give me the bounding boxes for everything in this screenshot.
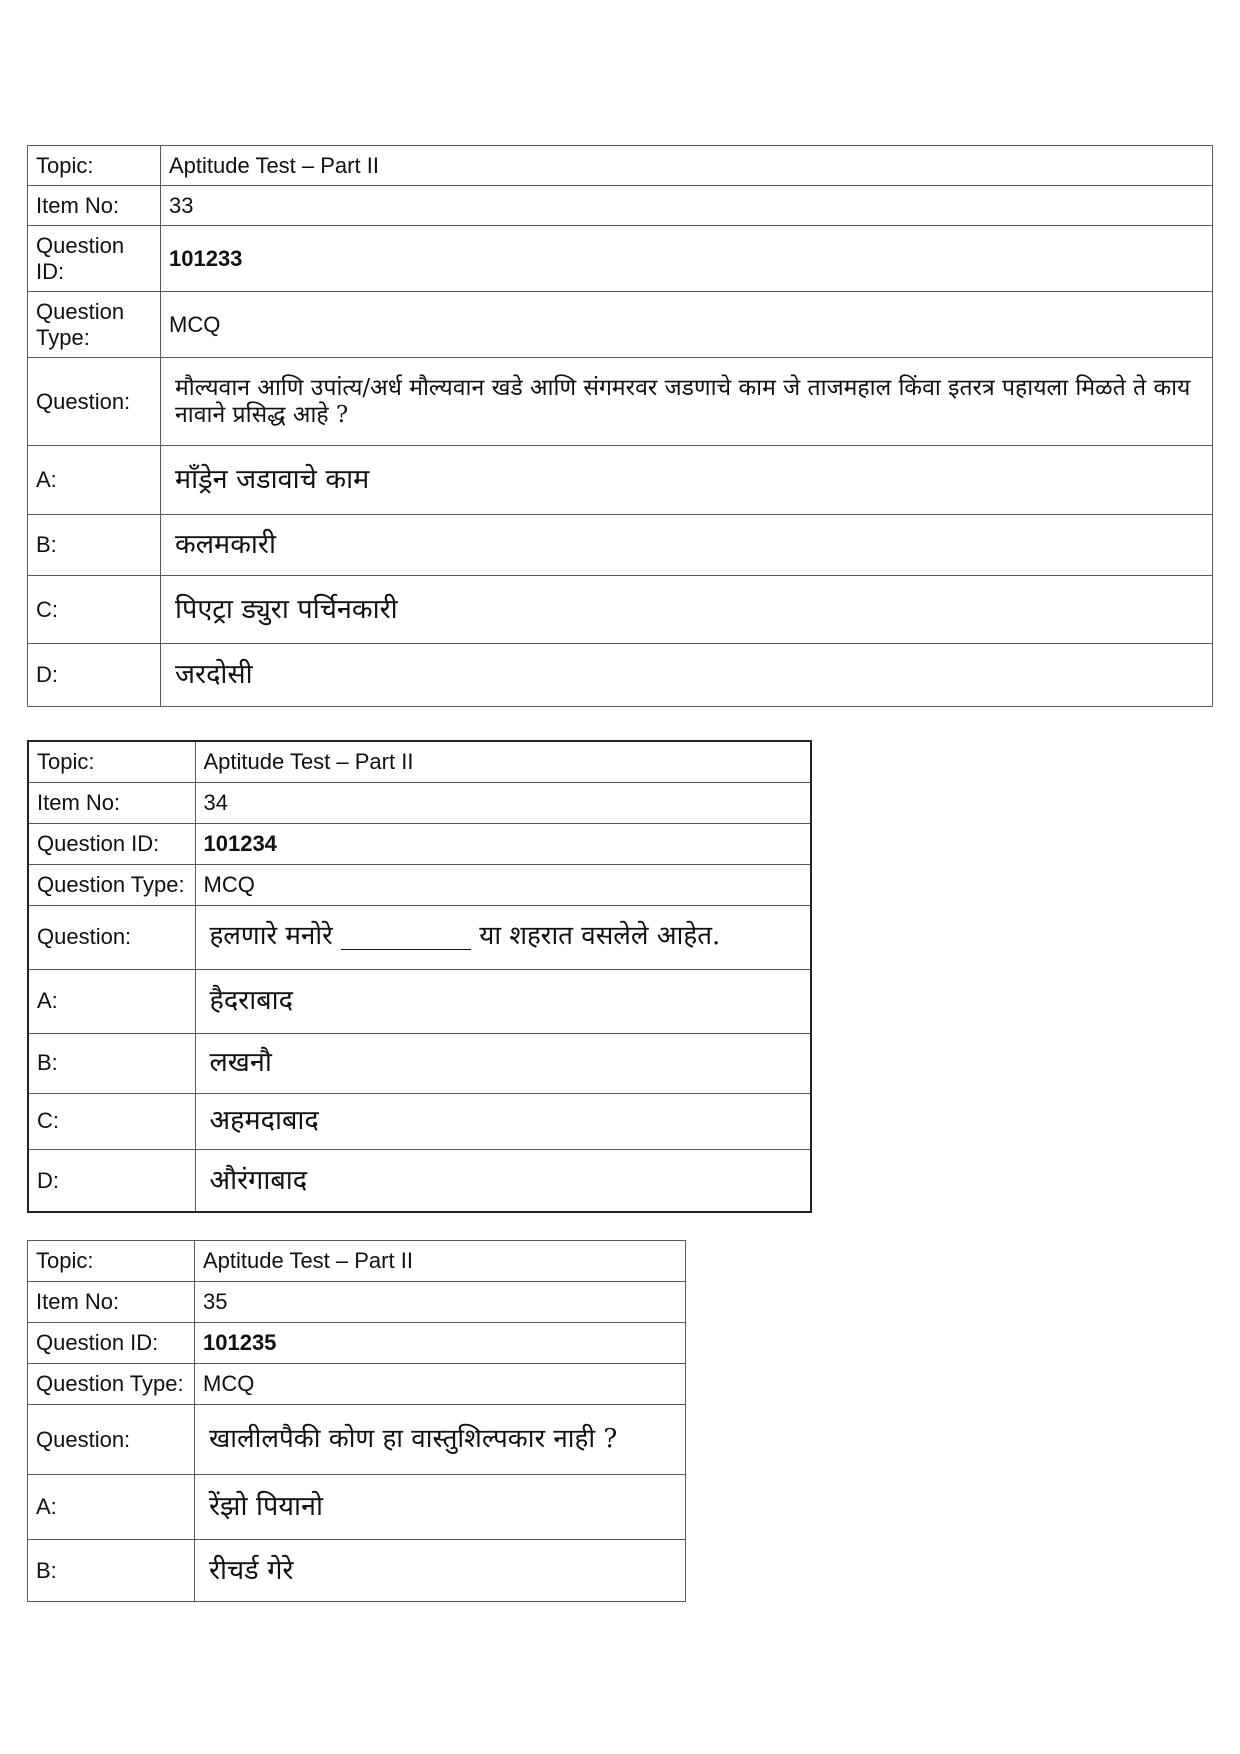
question-id-value: 101235 — [195, 1323, 686, 1364]
question-type-value: MCQ — [195, 864, 811, 905]
row-question — [28, 358, 1213, 446]
row-item-no — [28, 186, 1213, 226]
question-id-label: Question ID: — [28, 1323, 195, 1364]
option-row-b — [28, 1033, 811, 1093]
topic-value: Aptitude Test – Part II — [161, 146, 1213, 186]
row-question-type — [28, 864, 811, 905]
item-no-value: 33 — [161, 186, 1213, 226]
option-row-a — [28, 1475, 686, 1540]
question-type-label: Question Type: — [28, 864, 195, 905]
item-no-value: 35 — [195, 1282, 686, 1323]
question-label: Question: — [28, 905, 195, 969]
option-a-label: A: — [28, 1475, 195, 1540]
row-question-id — [28, 823, 811, 864]
option-row-b — [28, 515, 1213, 576]
option-a-label: A: — [28, 969, 195, 1033]
option-d-text: औरंगाबाद — [195, 1149, 811, 1212]
question-text: हलणारे मनोरे __________ या शहरात वसलेले आहेत. — [195, 905, 811, 969]
question-id-value: 101234 — [195, 823, 811, 864]
option-b-text: लखनौ — [195, 1033, 811, 1093]
question-type-label: Question Type: — [28, 1364, 195, 1405]
question-type-label: Question Type: — [28, 292, 161, 358]
question-id-label: Question ID: — [28, 226, 161, 292]
option-b-text: कलमकारी — [161, 515, 1213, 576]
option-c-label: C: — [28, 576, 161, 644]
option-a-text: हैदराबाद — [195, 969, 811, 1033]
option-row-c — [28, 1093, 811, 1149]
option-row-a — [28, 446, 1213, 515]
question-table-35 — [27, 1240, 686, 1602]
option-a-label: A: — [28, 446, 161, 515]
row-question-id — [28, 226, 1213, 292]
option-d-label: D: — [28, 1149, 195, 1212]
question-label: Question: — [28, 1405, 195, 1475]
option-b-text: रीचर्ड गेरे — [195, 1540, 686, 1602]
option-row-d — [28, 1149, 811, 1212]
row-question-type — [28, 292, 1213, 358]
option-row-b — [28, 1540, 686, 1602]
question-id-label: Question ID: — [28, 823, 195, 864]
row-question — [28, 905, 811, 969]
item-no-label: Item No: — [28, 1282, 195, 1323]
question-table-33 — [27, 145, 1213, 707]
option-c-text: पिएट्रा ड्युरा पर्चिनकारी — [161, 576, 1213, 644]
topic-label: Topic: — [28, 741, 195, 782]
row-question-id — [28, 1323, 686, 1364]
option-row-a — [28, 969, 811, 1033]
item-no-value: 34 — [195, 782, 811, 823]
row-topic — [28, 741, 811, 782]
option-d-text: जरदोसी — [161, 644, 1213, 707]
row-topic — [28, 146, 1213, 186]
option-b-label: B: — [28, 1033, 195, 1093]
row-question-type — [28, 1364, 686, 1405]
topic-value: Aptitude Test – Part II — [195, 1241, 686, 1282]
option-row-d — [28, 644, 1213, 707]
topic-value: Aptitude Test – Part II — [195, 741, 811, 782]
row-topic — [28, 1241, 686, 1282]
option-row-c — [28, 576, 1213, 644]
option-a-text: मॉंड्रेन जडावाचे काम — [161, 446, 1213, 515]
option-b-label: B: — [28, 515, 161, 576]
option-a-text: रेंझो पियानो — [195, 1475, 686, 1540]
option-c-label: C: — [28, 1093, 195, 1149]
question-type-value: MCQ — [195, 1364, 686, 1405]
topic-label: Topic: — [28, 1241, 195, 1282]
question-text: मौल्यवान आणि उपांत्य/अर्ध मौल्यवान खडे आणि संगमरवर जडणाचे काम जे ताजमहाल किंवा इतरत्र पहायला मिळते ते काय नावाने प्रसिद्ध आहे ? — [161, 358, 1213, 446]
question-id-value: 101233 — [161, 226, 1213, 292]
row-item-no — [28, 782, 811, 823]
option-b-label: B: — [28, 1540, 195, 1602]
row-item-no — [28, 1282, 686, 1323]
item-no-label: Item No: — [28, 186, 161, 226]
question-type-value: MCQ — [161, 292, 1213, 358]
question-table-34 — [27, 740, 812, 1213]
item-no-label: Item No: — [28, 782, 195, 823]
topic-label: Topic: — [28, 146, 161, 186]
question-label: Question: — [28, 358, 161, 446]
option-c-text: अहमदाबाद — [195, 1093, 811, 1149]
question-text: खालीलपैकी कोण हा वास्तुशिल्पकार नाही ? — [195, 1405, 686, 1475]
row-question — [28, 1405, 686, 1475]
option-d-label: D: — [28, 644, 161, 707]
